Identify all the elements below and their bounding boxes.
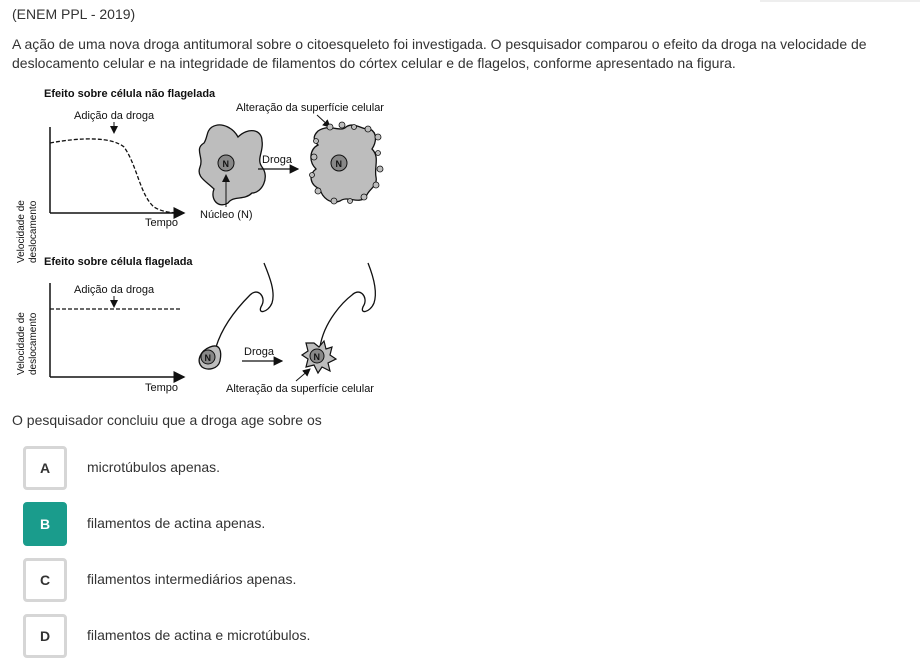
option-text[interactable]: microtúbulos apenas. bbox=[87, 459, 221, 475]
panel1-y-label-1: Velocidade de bbox=[16, 200, 27, 263]
panel2-title: Efeito sobre célula flagelada bbox=[44, 256, 193, 268]
panel1-title: Efeito sobre célula não flagelada bbox=[44, 88, 216, 100]
panel2-y-label-1: Velocidade de bbox=[16, 312, 27, 375]
panel2-surface-arrow bbox=[296, 369, 310, 381]
option-b[interactable] bbox=[23, 502, 883, 546]
option-letter-box[interactable]: B bbox=[23, 502, 67, 546]
normal-flagellated-nucleus-letter: N bbox=[204, 353, 211, 363]
question-stem: A ação de uma nova droga antitumoral sobre o citoesqueleto foi investigada. O pesquisador comparou o efeito da droga na velocidade de deslocamento celular e na integridade de filamentos do córtex celular e de flagelos, conforme apresentado na figura. bbox=[12, 36, 867, 71]
option-d[interactable] bbox=[23, 614, 883, 658]
panel2-drug-label: Adição da droga bbox=[74, 284, 155, 296]
panel2-arrow-label: Droga bbox=[244, 346, 274, 358]
panel2-y-label-2: deslocamento bbox=[28, 312, 39, 375]
option-a[interactable] bbox=[23, 446, 883, 490]
panel1-x-label: Tempo bbox=[145, 217, 179, 229]
panel1-surface-label: Alteração da superfície celular bbox=[236, 102, 384, 114]
option-text[interactable]: filamentos de actina apenas. bbox=[87, 515, 266, 531]
nucleus-label: Núcleo (N) bbox=[200, 209, 253, 221]
option-letter-box[interactable]: A bbox=[23, 446, 67, 490]
altered-flagellum bbox=[320, 263, 375, 347]
panel2-x-label: Tempo bbox=[145, 382, 179, 394]
option-letter-box[interactable]: D bbox=[23, 614, 67, 658]
panel1-drug-label: Adição da droga bbox=[74, 110, 155, 122]
normal-flagellum bbox=[216, 263, 273, 347]
option-letter-box[interactable]: C bbox=[23, 558, 67, 602]
question-prompt: O pesquisador concluiu que a droga age sobre os bbox=[12, 412, 322, 428]
figure-svg bbox=[12, 85, 394, 399]
panel1-velocity-curve bbox=[50, 139, 180, 213]
altered-cell-nucleus-letter: N bbox=[335, 159, 342, 169]
panel2-surface-label: Alteração da superfície celular bbox=[226, 383, 374, 395]
option-text[interactable]: filamentos de actina e microtúbulos. bbox=[87, 627, 311, 643]
option-text[interactable]: filamentos intermediários apenas. bbox=[87, 571, 297, 587]
altered-flagellated-nucleus-letter: N bbox=[313, 352, 320, 362]
question-figure bbox=[12, 85, 394, 399]
top-divider bbox=[760, 0, 920, 2]
panel1-arrow-label: Droga bbox=[262, 154, 292, 166]
option-c[interactable] bbox=[23, 558, 883, 602]
question-source: (ENEM PPL - 2019) bbox=[12, 6, 136, 22]
panel1-y-label-2: deslocamento bbox=[28, 200, 39, 263]
normal-cell-nucleus-letter: N bbox=[222, 159, 229, 169]
